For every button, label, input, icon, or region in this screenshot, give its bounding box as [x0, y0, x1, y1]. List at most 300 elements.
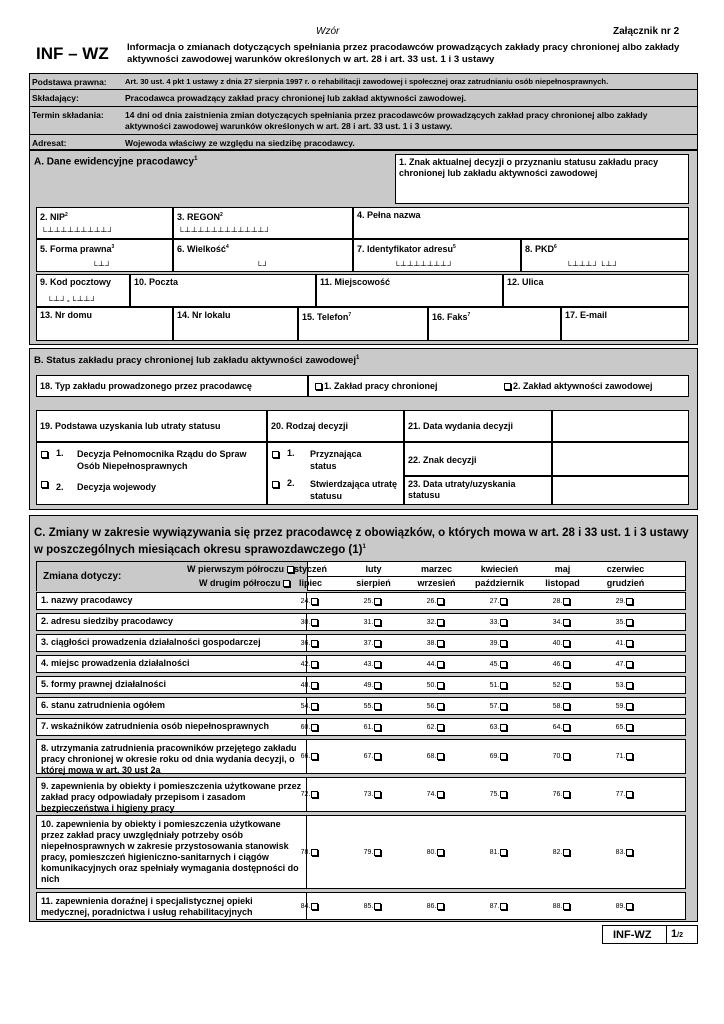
checkbox-icon [504, 383, 511, 390]
field-number: 62. [426, 723, 437, 731]
checkbox-icon [563, 661, 570, 668]
flat-number-field[interactable]: 14. Nr lokalu [173, 307, 298, 341]
checkbox-icon [374, 619, 381, 626]
locality-field[interactable]: 11. Miejscowość [316, 274, 503, 307]
month-checkbox-cell[interactable] [531, 593, 594, 609]
status-basis-options [36, 442, 267, 505]
legal-basis-label: Podstawa prawna: [32, 77, 107, 87]
field-number: 29. [615, 597, 626, 605]
checkbox-icon [626, 619, 633, 626]
field-number: 39. [489, 639, 500, 647]
month-checkbox-cell[interactable] [594, 816, 657, 888]
change-row [36, 697, 686, 715]
addressee-label: Adresat: [32, 138, 67, 148]
checkbox-icon [500, 791, 507, 798]
month-first-3: marzec [420, 564, 453, 574]
month-checkbox-cell[interactable] [342, 893, 405, 919]
field-number: 45. [489, 660, 500, 668]
change-row [36, 592, 686, 610]
change-row-label: 2. adresu siedziby pracodawcy [37, 614, 307, 630]
month-checkbox-cell[interactable] [531, 614, 594, 630]
footer-code-box [602, 925, 698, 944]
month-checkbox-cell[interactable] [468, 698, 531, 714]
field-number: 72. [300, 791, 311, 798]
checkbox-icon [563, 640, 570, 647]
month-checkbox-cell[interactable] [405, 614, 468, 630]
field-number: 57. [489, 702, 500, 710]
checkbox-icon [374, 849, 381, 856]
decision-type-options [267, 442, 404, 505]
section-c-title: C. Zmiany w zakresie wywiązywania się przez pracodawcę z obowiązków, o których mowa w art. 28 i 33 ust. 1 i 3 ustawy w poszczególnych miesiącach okresu sprawozdawczego $(1)^1$ [34, 527, 689, 556]
checkbox-icon [500, 849, 507, 856]
field-number: 63. [489, 723, 500, 731]
size-ticks: └┘ [256, 261, 270, 270]
month-checkbox-cell[interactable] [468, 677, 531, 693]
month-checkbox-cell[interactable] [594, 740, 657, 773]
checkbox-icon [500, 619, 507, 626]
decision-date-field[interactable] [552, 410, 689, 442]
change-row-label: 7. wskaźników zatrudnienia osób niepełnosprawnych [37, 719, 307, 735]
checkbox-icon [563, 619, 570, 626]
month-checkbox-cell[interactable] [531, 816, 594, 888]
field-number: 88. [552, 902, 563, 910]
field-number: 47. [615, 660, 626, 668]
fax-field[interactable]: 16. Faks$^7$ [428, 307, 561, 341]
size-field[interactable]: 6. Wielkość$^4$ └┘ [173, 239, 353, 272]
addressee-value: Wojewoda właściwy ze względu na siedzibę pracodawcy. [125, 138, 355, 148]
month-checkbox-cell[interactable] [531, 719, 594, 735]
month-checkbox-cell[interactable] [342, 816, 405, 888]
month-checkbox-cell[interactable] [405, 698, 468, 714]
decision-type-label: 20. Rodzaj decyzji [267, 410, 404, 442]
field-number: 68. [426, 753, 437, 760]
month-first-6: czerwiec [606, 564, 645, 574]
option-vocational-activity[interactable]: 2. Zakład aktywności zawodowej [504, 381, 653, 392]
month-first-2: luty [365, 564, 382, 574]
page-number: 1/2 [671, 928, 683, 940]
checkbox-icon [500, 661, 507, 668]
field-number: 37. [363, 639, 374, 647]
checkbox-icon [626, 598, 633, 605]
month-checkbox-cell[interactable] [342, 698, 405, 714]
field-number: 52. [552, 681, 563, 689]
checkbox-icon [437, 753, 444, 760]
field-number: 71. [615, 753, 626, 760]
change-row-label: 11. zapewnienia doraźnej i specjalistycznej opieki medycznej, poradnictwa i usług rehabilitacyjnych [37, 893, 307, 919]
month-checkbox-cell[interactable] [342, 719, 405, 735]
field-number: 50. [426, 681, 437, 689]
checkbox-icon [374, 753, 381, 760]
submitter-value: Pracodawca prowadzący zakład pracy chronionej lub zakład aktywności zawodowej. [125, 93, 467, 103]
checkbox-icon [563, 903, 570, 910]
checkbox-icon [626, 903, 633, 910]
pkd-ticks: └┴┴┴┘└┴┘ [566, 261, 620, 270]
change-row-label: 1. nazwy pracodawcy [37, 593, 307, 609]
field-number: 64. [552, 723, 563, 731]
checkbox-icon [374, 598, 381, 605]
decision-option-2-text: Stwierdzająca utratę statusu [310, 479, 398, 501]
checkbox-icon [563, 724, 570, 731]
month-second-2: sierpień [356, 578, 391, 588]
checkbox-icon [374, 791, 381, 798]
field-number: 30. [300, 618, 311, 626]
facility-type-options [308, 375, 689, 397]
checkbox-icon [311, 682, 318, 689]
checkbox-icon [500, 753, 507, 760]
month-checkbox-cell[interactable] [531, 656, 594, 672]
month-checkbox-cell[interactable] [594, 677, 657, 693]
checkbox-icon [311, 903, 318, 910]
house-number-field[interactable]: 13. Nr domu [36, 307, 173, 341]
checkbox-icon [563, 791, 570, 798]
month-second-5: listopad [545, 578, 580, 588]
checkbox-icon [500, 724, 507, 731]
month-checkbox-cell[interactable] [405, 740, 468, 773]
change-row [36, 718, 686, 736]
change-row-label: 6. stanu zatrudnienia ogółem [37, 698, 307, 714]
checkbox-icon [500, 598, 507, 605]
field-number: 75. [489, 791, 500, 798]
checkbox-icon [563, 753, 570, 760]
checkbox-icon [626, 640, 633, 647]
month-checkbox-cell[interactable] [405, 893, 468, 919]
field-number: 87. [489, 902, 500, 910]
change-row [36, 739, 686, 774]
checkbox-icon [272, 451, 279, 458]
month-checkbox-cell[interactable] [594, 719, 657, 735]
month-checkbox-cell[interactable] [531, 740, 594, 773]
month-checkbox-cell[interactable] [279, 740, 342, 773]
phone-field[interactable]: 15. Telefon$^7$ [298, 307, 428, 341]
decision-option-1-text: Przyznająca status [310, 449, 362, 471]
decision-sign-field[interactable] [552, 442, 689, 476]
month-checkbox-cell[interactable] [531, 778, 594, 811]
month-checkbox-cell[interactable] [279, 778, 342, 811]
month-second-3: wrzesień [417, 578, 456, 588]
month-second-1: lipiec [298, 578, 322, 588]
field-number: 27. [489, 597, 500, 605]
field-number: 60. [300, 723, 311, 731]
full-name-field[interactable]: 4. Pełna nazwa [353, 207, 689, 239]
checkbox-icon [437, 724, 444, 731]
change-row [36, 676, 686, 694]
legal-basis-value: Art. 30 ust. 4 pkt 1 ustawy z dnia 27 sierpnia 1997 r. o rehabilitacji zawodowej i społecznej oraz zatrudnianiu osób niepełnosprawnych. [125, 77, 609, 86]
month-checkbox-cell[interactable] [405, 719, 468, 735]
checkbox-icon [311, 791, 318, 798]
form-code: INF – WZ [36, 44, 109, 63]
address-id-ticks: └┴┴┴┴┴┴┴┘ [394, 261, 455, 270]
checkbox-icon [311, 849, 318, 856]
status-date-label: 23. Data utraty/uzyskania statusu [404, 476, 552, 505]
field-number: 55. [363, 702, 374, 710]
month-checkbox-cell[interactable] [279, 677, 342, 693]
legal-form-ticks: └┴┘ [92, 261, 113, 270]
month-checkbox-cell[interactable] [594, 698, 657, 714]
basis-option-voivode[interactable] [41, 479, 50, 490]
field-number: 54. [300, 702, 311, 710]
change-row [36, 655, 686, 673]
checkbox-icon [374, 724, 381, 731]
month-checkbox-cell[interactable] [279, 593, 342, 609]
month-checkbox-cell[interactable] [342, 635, 405, 651]
legal-form-field[interactable]: 5. Forma prawna$^3$ └┴┘ [36, 239, 173, 272]
month-checkbox-cell[interactable] [405, 593, 468, 609]
checkbox-icon [500, 640, 507, 647]
checkbox-icon [563, 598, 570, 605]
checkbox-icon [311, 724, 318, 731]
field-number: 28. [552, 597, 563, 605]
month-checkbox-cell[interactable] [468, 740, 531, 773]
form-title: Informacja o zmianach dotyczących spełniania przez pracodawców prowadzących zakłady pracy chronionej albo zakłady aktywności zawodowej warunków określonych w art. 28 i art. 33 ust. 1 i 3 ustawy [127, 42, 680, 65]
checkbox-icon [626, 703, 633, 710]
checkbox-icon [374, 661, 381, 668]
month-checkbox-cell[interactable] [594, 893, 657, 919]
field-number: 25. [363, 597, 374, 605]
decision-sign-label: 22. Znak decyzji [404, 442, 552, 476]
status-date-field[interactable] [552, 476, 689, 505]
field-number: 51. [489, 681, 500, 689]
month-first-5: maj [554, 564, 571, 574]
wzor-label: Wzór [316, 26, 340, 37]
checkbox-icon [311, 703, 318, 710]
field-number: 81. [489, 848, 500, 856]
second-half-label: W drugim półroczu [199, 578, 292, 588]
field-number: 24. [300, 597, 311, 605]
month-checkbox-cell[interactable] [279, 614, 342, 630]
month-checkbox-cell[interactable] [468, 635, 531, 651]
checkbox-icon [311, 753, 318, 760]
field-number: 79. [363, 848, 374, 856]
checkbox-icon [500, 903, 507, 910]
field-number: 89. [615, 902, 626, 910]
field-number: 40. [552, 639, 563, 647]
postal-code-ticks: └┴┘-└┴┴┘ [47, 296, 98, 305]
decision-type-granting[interactable] [272, 449, 281, 460]
checkbox-icon [500, 682, 507, 689]
checkbox-icon [626, 753, 633, 760]
field-number: 61. [363, 723, 374, 731]
change-row-label: 9. zapewnienia by obiekty i pomieszczenia użytkowane przez zakład pracy odpowiadały przepisom i zasadom bezpieczeństwa i higieny pracy [37, 778, 307, 811]
month-first-1: styczeń [293, 564, 328, 574]
decision-option-1-number: 1. [287, 448, 295, 458]
field-number: 59. [615, 702, 626, 710]
month-checkbox-cell[interactable] [531, 677, 594, 693]
deadline-value: 14 dni od dnia zaistnienia zmian dotyczących spełniania przez pracodawców prowadzących zakład pracy chronionej albo zakłady aktywności zawodowej warunków określonych w art. 28 i art. 33 ust. 1 i 3 ustawy. [125, 110, 648, 131]
field-number: 69. [489, 753, 500, 760]
checkbox-icon [311, 640, 318, 647]
checkbox-icon [626, 791, 633, 798]
month-checkbox-cell[interactable] [594, 635, 657, 651]
checkbox-icon [437, 791, 444, 798]
field-number: 44. [426, 660, 437, 668]
checkbox-icon [374, 703, 381, 710]
pkd-field[interactable]: 8. PKD$^6$ └┴┴┴┘└┴┘ [521, 239, 689, 272]
address-id-field[interactable]: 7. Identyfikator adresu$^5$ └┴┴┴┴┴┴┴┘ [353, 239, 521, 272]
month-checkbox-cell[interactable] [468, 778, 531, 811]
checkbox-icon [437, 903, 444, 910]
postal-code-field[interactable]: 9. Kod pocztowy └┴┘-└┴┴┘ [36, 274, 130, 307]
decision-number-label: 1. Znak aktualnej decyzji o przyznaniu statusu zakładu pracy chronionej lub zakładu aktywności zawodowej [399, 157, 659, 178]
field-number: 56. [426, 702, 437, 710]
field-number: 35. [615, 618, 626, 626]
basis-option-2-text: Decyzja wojewody [77, 482, 157, 492]
field-number: 43. [363, 660, 374, 668]
month-checkbox-cell[interactable] [468, 614, 531, 630]
checkbox-icon [563, 703, 570, 710]
field-number: 85. [363, 902, 374, 910]
month-checkbox-cell[interactable] [342, 677, 405, 693]
checkbox-icon [41, 451, 48, 458]
checkbox-icon [437, 849, 444, 856]
field-number: 42. [300, 660, 311, 668]
change-row [36, 777, 686, 812]
month-checkbox-cell[interactable] [342, 778, 405, 811]
street-field[interactable]: 12. Ulica [503, 274, 689, 307]
decision-option-2-number: 2. [287, 478, 295, 488]
field-number: 76. [552, 791, 563, 798]
nip-ticks: └┴┴┴┴┴┴┴┴┴┘ [41, 227, 115, 236]
field-number: 66. [300, 753, 311, 760]
change-concerns-label: Zmiana dotyczy: [43, 571, 122, 582]
checkbox-icon [437, 682, 444, 689]
section-b-title: B. Status zakładu pracy chronionej lub zakładu aktywności zawodowej$^1$ [34, 355, 360, 367]
month-checkbox-cell[interactable] [279, 893, 342, 919]
field-number: 31. [363, 618, 374, 626]
change-row [36, 892, 686, 920]
change-row-label: 10. zapewnienia by obiekty i pomieszczenia użytkowane przez zakład pracy uwzględniały potrzeby osób niepełnosprawnych w zakresie przystosowania stanowisk pracy, pomieszczeń higieniczno-sanitarnych i ciągów komunikacyjnych oraz spełniały wymagania dostępności do nich [37, 816, 307, 888]
field-number: 67. [363, 753, 374, 760]
month-checkbox-cell[interactable] [405, 635, 468, 651]
checkbox-icon [626, 661, 633, 668]
decision-number-field[interactable] [395, 154, 689, 204]
checkbox-icon [500, 703, 507, 710]
checkbox-icon [437, 703, 444, 710]
checkbox-icon [272, 481, 279, 488]
month-checkbox-cell[interactable] [342, 593, 405, 609]
month-checkbox-cell[interactable] [468, 816, 531, 888]
change-row-label: 3. ciągłości prowadzenia działalności gospodarczej [37, 635, 307, 651]
field-number: 77. [615, 791, 626, 798]
checkbox-icon [41, 481, 48, 488]
month-checkbox-cell[interactable] [279, 698, 342, 714]
field-number: 83. [615, 848, 626, 856]
checkbox-icon [437, 661, 444, 668]
change-row-label: 4. miejsc prowadzenia działalności [37, 656, 307, 672]
regon-ticks: └┴┴┴┴┴┴┴┴┴┴┴┴┘ [178, 227, 272, 236]
checkbox-icon [374, 682, 381, 689]
checkbox-icon [311, 619, 318, 626]
nip-field[interactable]: 2. NIP$^2$ └┴┴┴┴┴┴┴┴┴┘ [36, 207, 173, 239]
checkbox-icon [563, 849, 570, 856]
month-checkbox-cell[interactable] [594, 593, 657, 609]
month-checkbox-cell[interactable] [342, 656, 405, 672]
month-checkbox-cell[interactable] [342, 740, 405, 773]
field-number: 34. [552, 618, 563, 626]
month-checkbox-cell[interactable] [594, 656, 657, 672]
month-checkbox-cell[interactable] [405, 677, 468, 693]
month-checkbox-cell[interactable] [405, 816, 468, 888]
month-checkbox-cell[interactable] [405, 778, 468, 811]
month-second-6: grudzień [606, 578, 645, 588]
checkbox-icon [626, 724, 633, 731]
month-checkbox-cell[interactable] [405, 656, 468, 672]
field-number: 38. [426, 639, 437, 647]
field-number: 70. [552, 753, 563, 760]
change-row [36, 815, 686, 889]
checkbox-icon [315, 383, 322, 390]
checkbox-icon [437, 619, 444, 626]
change-row [36, 634, 686, 652]
email-field[interactable]: 17. E-mail [561, 307, 689, 341]
change-row-label: 8. utrzymania zatrudnienia pracowników przejętego zakładu pracy chronionej w okresie roku od dnia wydania decyzji, o której mowa w art. 30 ust 2a [37, 740, 307, 773]
month-checkbox-cell[interactable] [594, 614, 657, 630]
field-number: 46. [552, 660, 563, 668]
month-second-4: październik [474, 578, 524, 588]
decision-type-revoking[interactable] [272, 479, 281, 490]
deadline-label: Termin składania: [32, 110, 104, 120]
month-checkbox-cell[interactable] [342, 614, 405, 630]
basis-option-plenipotentiary[interactable] [41, 449, 50, 460]
option-protected-workplace[interactable]: 1. Zakład pracy chronionej [315, 381, 438, 392]
month-checkbox-cell[interactable] [279, 656, 342, 672]
field-number: 80. [426, 848, 437, 856]
field-number: 48. [300, 681, 311, 689]
field-number: 78. [300, 848, 311, 856]
section-a-title: A. Dane ewidencyjne pracodawcy$^1$ [34, 156, 198, 168]
month-checkbox-cell[interactable] [468, 893, 531, 919]
checkbox-icon [626, 682, 633, 689]
field-number: 26. [426, 597, 437, 605]
facility-type-label: 18. Typ zakładu prowadzonego przez pracodawcę [36, 375, 308, 397]
post-office-field[interactable]: 10. Poczta [130, 274, 316, 307]
status-basis-label: 19. Podstawa uzyskania lub utraty statusu [36, 410, 267, 442]
field-number: 58. [552, 702, 563, 710]
field-number: 53. [615, 681, 626, 689]
month-checkbox-cell[interactable] [468, 593, 531, 609]
month-checkbox-cell[interactable] [531, 893, 594, 919]
checkbox-icon [311, 598, 318, 605]
checkbox-icon [374, 640, 381, 647]
annex-label: Załącznik nr 2 [613, 26, 680, 37]
month-checkbox-cell[interactable] [468, 656, 531, 672]
month-checkbox-cell[interactable] [279, 719, 342, 735]
month-checkbox-cell[interactable] [531, 635, 594, 651]
decision-date-label: 21. Data wydania decyzji [404, 410, 552, 442]
month-checkbox-cell[interactable] [594, 778, 657, 811]
first-half-label: W pierwszym półroczu [187, 564, 296, 574]
field-number: 84. [300, 902, 311, 910]
field-number: 65. [615, 723, 626, 731]
change-row [36, 613, 686, 631]
month-checkbox-cell[interactable] [531, 698, 594, 714]
month-checkbox-cell[interactable] [279, 635, 342, 651]
checkbox-icon [437, 598, 444, 605]
month-checkbox-cell[interactable] [468, 719, 531, 735]
month-checkbox-cell[interactable] [279, 816, 342, 888]
change-row-label: 5. formy prawnej działalności [37, 677, 307, 693]
field-number: 36. [300, 639, 311, 647]
field-number: 86. [426, 902, 437, 910]
basis-option-2-number: 2. [56, 482, 64, 492]
regon-field[interactable]: 3. REGON$^2$ └┴┴┴┴┴┴┴┴┴┴┴┴┘ [173, 207, 353, 239]
checkbox-icon [437, 640, 444, 647]
checkbox-icon [311, 661, 318, 668]
field-number: 32. [426, 618, 437, 626]
submitter-label: Składający: [32, 93, 79, 103]
field-number: 74. [426, 791, 437, 798]
months-header [36, 561, 686, 591]
footer-code: INF-WZ [613, 929, 652, 941]
